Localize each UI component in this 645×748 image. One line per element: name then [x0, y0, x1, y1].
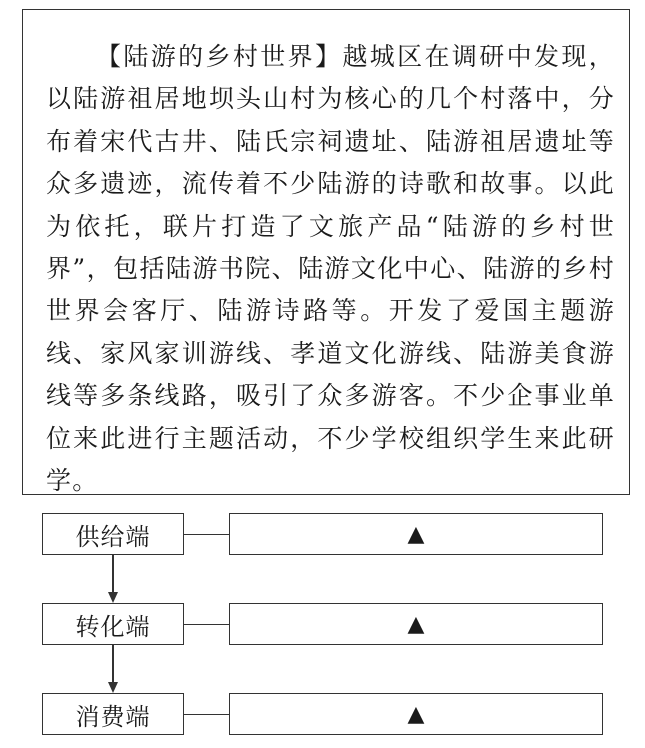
- passage-title: 【陆游的乡村世界】: [96, 42, 343, 71]
- answer-box-transform[interactable]: [229, 603, 603, 645]
- triangle-placeholder-icon: ▲: [407, 701, 425, 727]
- stage-box-consume: [42, 693, 184, 735]
- triangle-placeholder-icon: ▲: [407, 611, 425, 637]
- stage-label-supply: 供给端: [75, 522, 151, 551]
- triangle-placeholder-icon: ▲: [407, 521, 425, 547]
- connector-consume: [184, 714, 229, 715]
- answer-box-consume[interactable]: [229, 693, 603, 735]
- stage-box-transform: [42, 603, 184, 645]
- connector-supply: [184, 534, 229, 535]
- passage-body: 越城区在调研中发现，以陆游祖居地坝头山村为核心的几个村落中，分布着宋代古井、陆氏宗祠遗址、陆游祖居遗址等众多遗迹，流传着不少陆游的诗歌和故事。以此为依托，联片打造了文旅产品“陆游的乡村世界”，包括陆游书院、陆游文化中心、陆游的乡村世界会客厅、陆游诗路等。开发了爱国主题游线、家风家训游线、孝道文化游线、陆游美食游线等多条线路，吸引了众多游客。不少企事业单位来此进行主题活动，不少学校组织学生来此研学。: [46, 42, 615, 496]
- passage-text: [46, 36, 615, 502]
- answer-box-supply[interactable]: [229, 513, 603, 555]
- stage-label-transform: 转化端: [75, 612, 151, 641]
- stage-label-consume: 消费端: [75, 702, 151, 731]
- stage-box-supply: [42, 513, 184, 555]
- passage-box: [22, 9, 630, 495]
- connector-transform: [184, 624, 229, 625]
